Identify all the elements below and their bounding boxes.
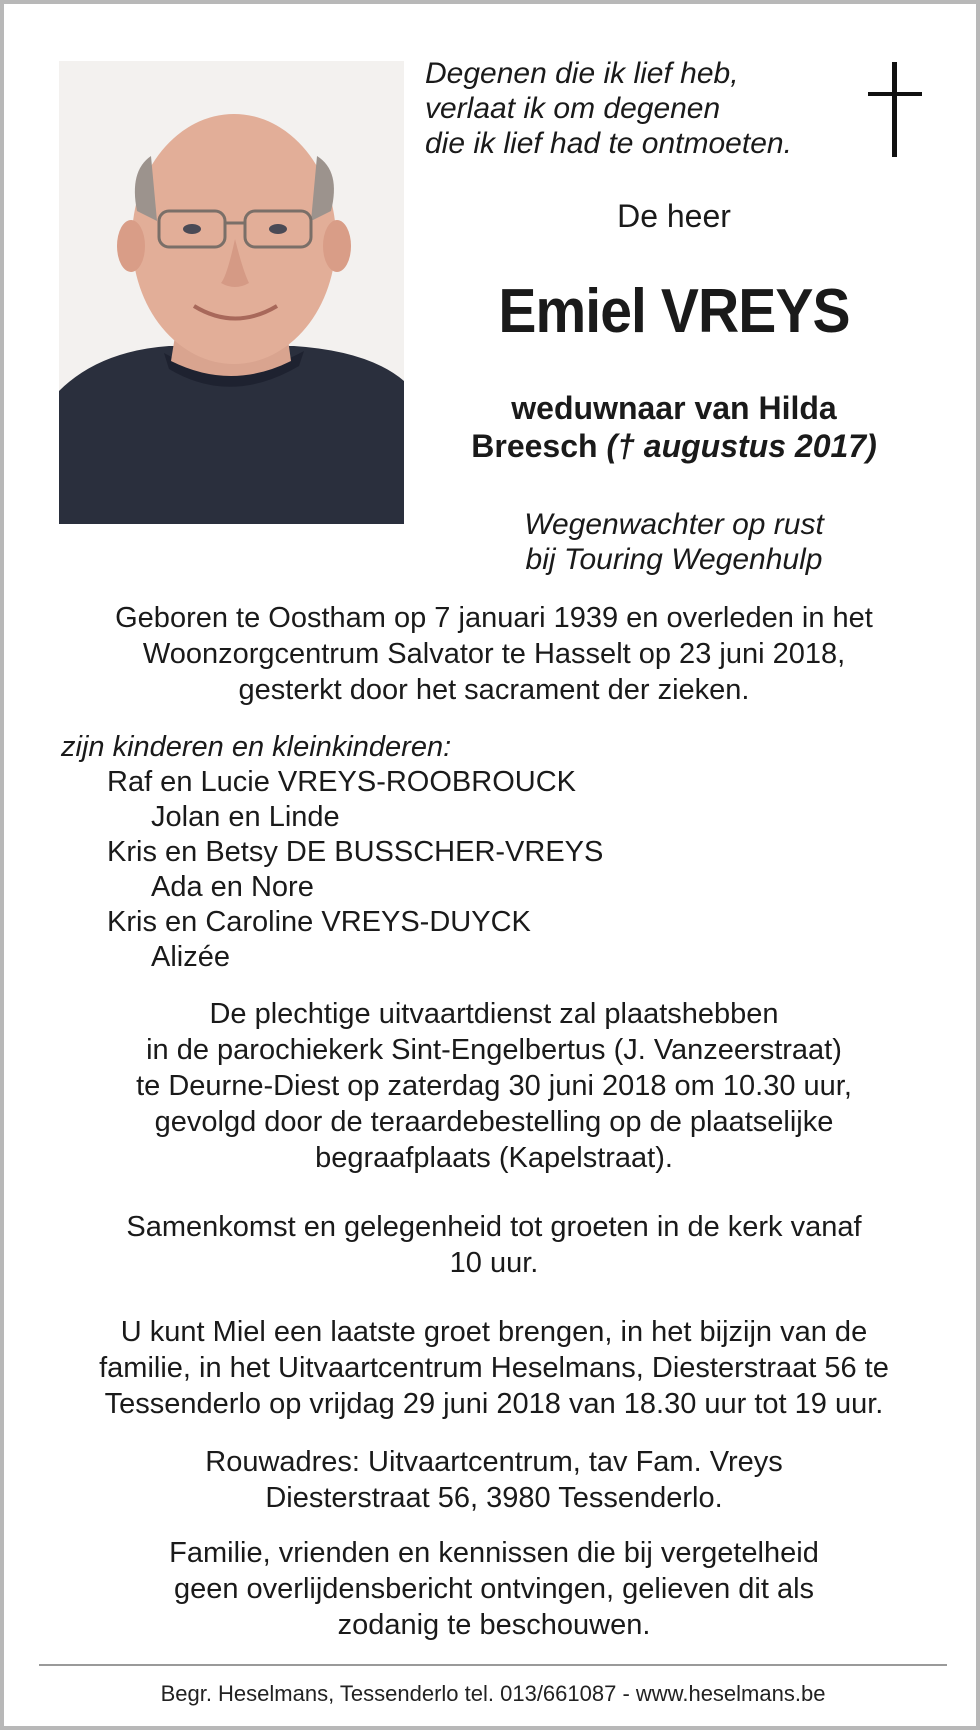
text-line: te Deurne-Diest op zaterdag 30 juni 2018 om 10.30 uur, bbox=[136, 1070, 852, 1102]
memorial-quote bbox=[425, 56, 825, 161]
text-line: U kunt Miel een laatste groet brengen, in het bijzijn van de bbox=[120, 1316, 868, 1348]
family-intro: zijn kinderen en kleinkinderen: bbox=[61, 731, 452, 763]
text-line: Diesterstraat 56, 3980 Tessenderlo. bbox=[265, 1482, 723, 1514]
text-line: familie, in het Uitvaartcentrum Heselmans, Diesterstraat 56 te bbox=[99, 1352, 889, 1384]
list-item: Kris en Betsy DE BUSSCHER-VREYS bbox=[107, 836, 604, 868]
text-line: 10 uur. bbox=[449, 1247, 539, 1279]
portrait-photo-icon bbox=[59, 61, 404, 524]
quote-line: Degenen die ik lief heb, bbox=[425, 57, 739, 90]
birth-death-text bbox=[44, 600, 944, 708]
family-list bbox=[61, 730, 603, 975]
spouse-surname: Breesch bbox=[471, 428, 598, 464]
widow-line: weduwnaar van Hilda bbox=[511, 390, 837, 426]
text-line: De plechtige uitvaartdienst zal plaatshebben bbox=[209, 998, 779, 1030]
list-item: Raf en Lucie VREYS-ROOBROUCK bbox=[107, 766, 576, 798]
list-item: Jolan en Linde bbox=[151, 801, 340, 833]
condolence-address bbox=[44, 1444, 944, 1516]
text-line: Rouwadres: Uitvaartcentrum, tav Fam. Vreys bbox=[205, 1446, 783, 1478]
footer-divider bbox=[39, 1664, 947, 1666]
quote-line: verlaat ik om degenen bbox=[425, 92, 721, 125]
spouse-death-date: († augustus 2017) bbox=[606, 428, 877, 464]
text-line: Woonzorgcentrum Salvator te Hasselt op 23 juni 2018, bbox=[142, 638, 846, 670]
gathering-text bbox=[44, 1209, 944, 1281]
occupation-line: bij Touring Wegenhulp bbox=[525, 543, 823, 576]
text-line: begraafplaats (Kapelstraat). bbox=[315, 1142, 673, 1174]
text-line: gesterkt door het sacrament der zieken. bbox=[238, 674, 750, 706]
text-line: Samenkomst en gelegenheid tot groeten in de kerk vanaf bbox=[126, 1211, 862, 1243]
text-line: Familie, vrienden en kennissen die bij vergetelheid bbox=[169, 1537, 819, 1569]
undertaker-footer: Begr. Heselmans, Tessenderlo tel. 013/661087 - www.heselmans.be bbox=[160, 1681, 826, 1706]
text-line: zodanig te beschouwen. bbox=[337, 1609, 651, 1641]
list-item: Kris en Caroline VREYS-DUYCK bbox=[107, 906, 531, 938]
text-line: geen overlijdensbericht ontvingen, gelieven dit als bbox=[173, 1573, 815, 1605]
cross-icon bbox=[865, 62, 925, 162]
text-line: gevolgd door de teraardebestelling op de plaatselijke bbox=[154, 1106, 834, 1138]
notice-text bbox=[44, 1535, 944, 1643]
widow-of bbox=[424, 389, 924, 465]
text-line: in de parochiekerk Sint-Engelbertus (J. Vanzeerstraat) bbox=[146, 1034, 842, 1066]
text-line: Geboren te Oostham op 7 januari 1939 en overleden in het bbox=[115, 602, 873, 634]
widow-line bbox=[424, 427, 924, 465]
list-item: Ada en Nore bbox=[151, 871, 314, 903]
occupation-line: Wegenwachter op rust bbox=[524, 508, 824, 541]
list-item: Alizée bbox=[151, 941, 230, 973]
funeral-text bbox=[44, 996, 944, 1176]
honorific: De heer bbox=[617, 198, 731, 234]
deceased-name: Emiel VREYS bbox=[498, 277, 850, 346]
quote-line: die ik lief had te ontmoeten. bbox=[425, 127, 792, 160]
visitation-text bbox=[44, 1314, 944, 1422]
text-line: Tessenderlo op vrijdag 29 juni 2018 van 18.30 uur tot 19 uur. bbox=[104, 1388, 884, 1420]
occupation bbox=[424, 507, 924, 577]
